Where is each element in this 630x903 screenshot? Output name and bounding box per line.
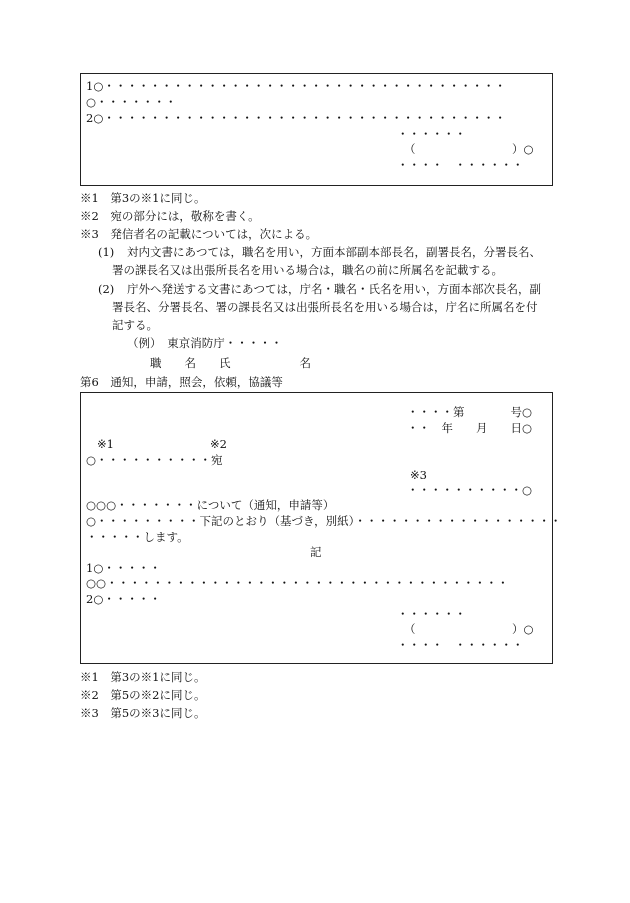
note-2: ※2 宛の部分には，敬称を書く。 — [80, 209, 260, 223]
note2-2: ※2 第5の※2に同じ。 — [80, 688, 206, 702]
box1-dots6: ・・・・・・ — [397, 127, 466, 141]
section6-title: 第6 通知，申請，照会，依頼，協議等 — [80, 375, 283, 389]
item2-line2: 署長名、分署長名、署の課長名又は出張所長名を用いる場合は，庁名に所属名を付 — [112, 300, 538, 314]
note-3: ※3 発信者名の記載については，次による。 — [80, 227, 318, 241]
example-line1: （例） 東京消防庁・・・・・ — [127, 336, 283, 350]
box2-item1: 1○・・・・・ — [86, 561, 161, 575]
item2-line3: 記する。 — [112, 318, 158, 332]
box2-ki: 記 — [310, 545, 322, 559]
box2-date-line: ・・ 年 月 日○ — [407, 421, 533, 435]
box2-number-line: ・・・・第 号○ — [407, 405, 533, 419]
item2-line1: 庁外へ発送する文書にあつては，庁名・職名・氏名を用い，方面本部次長名，副 — [127, 282, 541, 296]
box2-mark1: ※1 — [97, 437, 114, 451]
box1-line3: 2○・・・・・・・・・・・・・・・・・・・・・・・・・・・・・・・・・・・ — [86, 111, 506, 125]
box1-line1: 1○・・・・・・・・・・・・・・・・・・・・・・・・・・・・・・・・・・・ — [86, 79, 506, 93]
note2-3: ※3 第5の※3に同じ。 — [80, 706, 206, 720]
box1-line2: ○・・・・・・・ — [86, 95, 177, 109]
example-line2: 職 名 氏 名 — [150, 356, 311, 370]
box2-item2: 2○・・・・・ — [86, 592, 161, 606]
box2-dots-pair: ・・・・ ・・・・・・ — [397, 638, 524, 652]
box2-paren-open: （ — [404, 622, 416, 636]
item1-label: (1) — [98, 245, 115, 259]
box2-mark2: ※2 — [210, 437, 227, 451]
box1-dots-pair: ・・・・ ・・・・・・ — [397, 158, 524, 172]
box2-subject: ○○○・・・・・・・について（通知，申請等） — [86, 498, 335, 512]
box2-mark3: ※3 — [410, 468, 427, 482]
box2-sender: ・・・・・・・・・・○ — [407, 483, 533, 497]
box1-paren-open: （ — [404, 142, 416, 156]
box2-addressee: ○・・・・・・・・・・宛 — [86, 453, 223, 467]
item2-label: (2) — [98, 282, 115, 296]
box2-body2: ・・・・・します。 — [86, 530, 189, 544]
box2-dots6: ・・・・・・ — [397, 607, 466, 621]
box2-paren-close: ）○ — [512, 622, 534, 636]
note2-1: ※1 第3の※1に同じ。 — [80, 670, 206, 684]
box2-item1b: ○○・・・・・・・・・・・・・・・・・・・・・・・・・・・・・・・・・・・ — [86, 576, 509, 590]
item1-line2: 署の課長名又は出張所長名を用いる場合は，職名の前に所属名を記載する。 — [112, 263, 503, 277]
box1-paren-close: ）○ — [512, 142, 534, 156]
note-1: ※1 第3の※1に同じ。 — [80, 191, 206, 205]
item1-line1: 対内文書にあつては，職名を用い，方面本部副本部長名，副署長名，分署長名、 — [127, 245, 541, 259]
box2-body1: ○・・・・・・・・・下記のとおり（基づき，別紙）・・・・・・・・・・・・・・・・・・ — [86, 514, 562, 528]
